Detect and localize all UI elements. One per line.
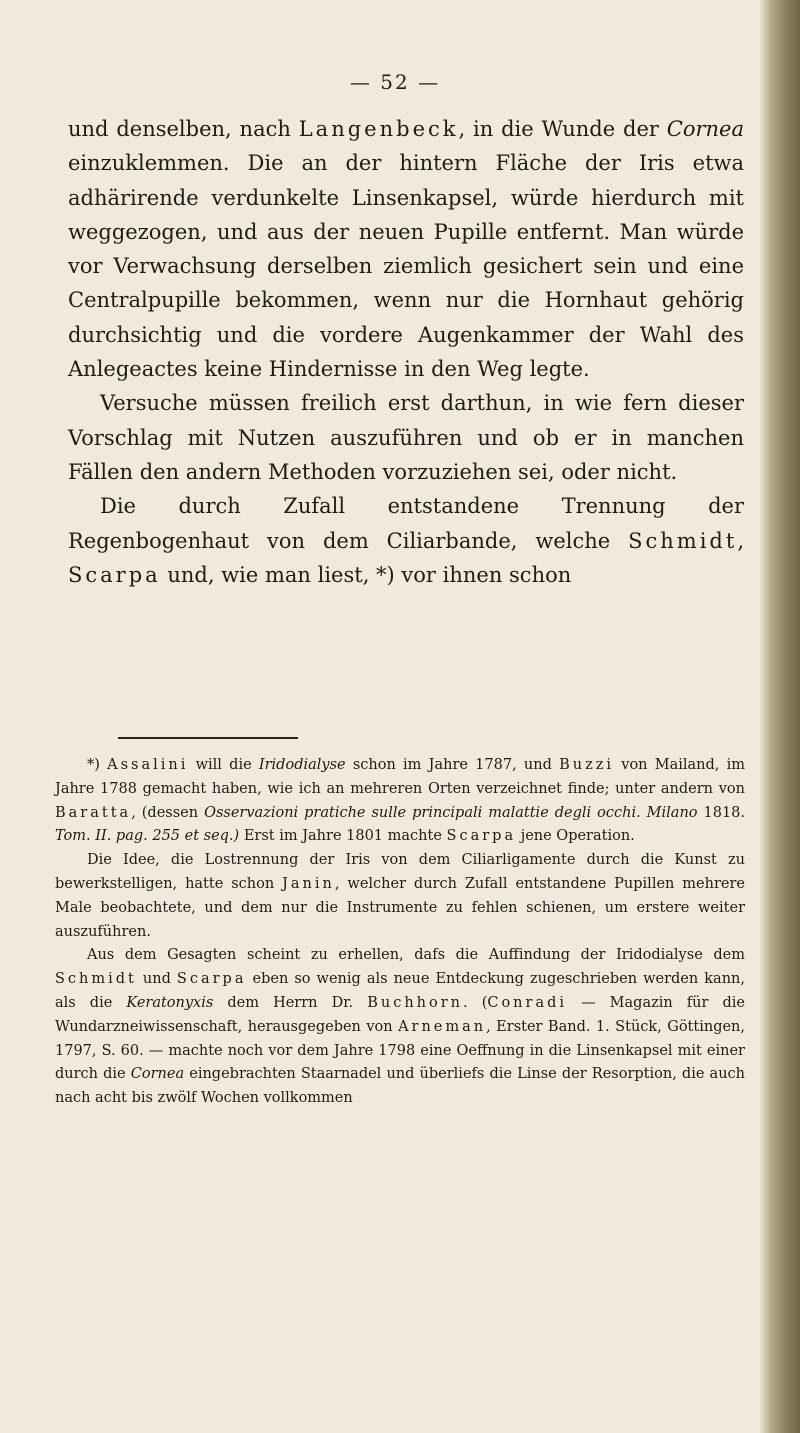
spaced-name-scarpa: Scarpa bbox=[176, 971, 247, 988]
text-run: und, wie man liest, *) vor ihnen schon bbox=[160, 562, 572, 587]
text-run: eben so wenig als neue Entdeckung zugeschrieben werden kann, als die bbox=[55, 971, 745, 1011]
text-run: Erst im Jahre 1801 machte bbox=[239, 828, 447, 845]
text-run: von Mailand, im Jahre 1788 gemacht haben, wie ich an mehreren Orten verzeichnet finde; unter andern von bbox=[55, 757, 745, 797]
spaced-name-schmidt: Schmidt bbox=[628, 528, 738, 553]
book-edge bbox=[760, 0, 800, 1433]
italic-citation: Tom. II. pag. 255 et seq.) bbox=[55, 828, 240, 845]
text-run: , in die Wunde der bbox=[458, 117, 667, 141]
spaced-name-schmidt: Schmidt bbox=[55, 971, 137, 988]
text-run: Die durch Zufall entstandene Trennung der Regenbogenhaut von dem Ciliarbande, welche bbox=[68, 494, 744, 553]
spaced-name-conradi: Conradi bbox=[487, 994, 568, 1011]
footnote-rule bbox=[118, 737, 298, 739]
text-run: , welcher durch Zufall entstandene Pupillen mehrere Male beobachtete, und dem nur die Instrumente zu fehlen schienen, um erstere weiter auszuführen. bbox=[55, 875, 745, 940]
italic-term-cornea: Cornea bbox=[666, 117, 744, 141]
text-run: dem Herrn Dr. bbox=[213, 994, 368, 1011]
spaced-name-baratta: Baratta bbox=[55, 804, 132, 821]
spaced-name-scarpa: Scarpa bbox=[68, 562, 161, 587]
text-run: , Erster Band. 1. Stück, Göttingen, 1797, S. 60. — machte noch vor dem Jahre 1798 eine Oeffnung in die Linsenkapsel mit einer durch die bbox=[55, 1018, 745, 1083]
page-number: — 52 — bbox=[349, 70, 441, 94]
text-run: — Magazin für die Wundarzneiwissenschaft, herausgegeben von bbox=[55, 994, 745, 1035]
italic-work-title: Osservazioni pratiche sulle principali malattie degli occhi. Milano bbox=[204, 804, 698, 821]
text-run: , bbox=[737, 528, 744, 553]
main-text bbox=[68, 112, 744, 592]
italic-term-cornea: Cornea bbox=[130, 1066, 185, 1083]
text-run: einzuklemmen. Die an der hintern Fläche der Iris etwa adhärirende verdunkelte Linsenkapsel, würde hierdurch mit weggezogen, und aus der neuen Pupille entfernt. Man würde vor Verwachsung derselben ziemlich gesichert sein und eine Centralpupille bekommen, wenn nur die Hornhaut gehörig durchsichtig und die vordere Augenkammer der Wahl des Anlegeactes keine Hindernisse in den Weg legte. bbox=[68, 151, 744, 382]
spaced-name-scarpa: Scarpa bbox=[446, 828, 517, 845]
footnote-3 bbox=[55, 944, 745, 1111]
text-run: jene Operation. bbox=[516, 828, 635, 845]
spaced-name-arneman: Arneman bbox=[398, 1018, 487, 1035]
footnotes bbox=[55, 754, 745, 1111]
spaced-name-langenbeck: Langenbeck bbox=[298, 117, 459, 141]
paragraph-3 bbox=[68, 489, 744, 592]
text-run: Die Idee, die Lostrennung der Iris von dem Ciliarligamente durch die Kunst zu bewerkstelligen, hatte schon bbox=[55, 852, 745, 892]
spaced-name-assalini: Assalini bbox=[107, 757, 189, 773]
text-run: will die bbox=[188, 757, 259, 773]
italic-term-keratonyxis: Keratonyxis bbox=[126, 994, 214, 1011]
text-run: . ( bbox=[463, 994, 488, 1011]
text-run: und bbox=[136, 971, 177, 988]
footnote-marker: *) bbox=[87, 757, 108, 773]
text-run: und denselben, nach bbox=[68, 117, 299, 141]
text-run: eingebrachten Staarnadel und überliefs die Linse der Resorption, die auch nach acht bis zwölf Wochen vollkommen bbox=[55, 1066, 746, 1107]
paragraph-2: Versuche müssen freilich erst darthun, in wie fern dieser Vorschlag mit Nutzen auszuführen und ob er in manchen Fällen den andern Methoden vorzuziehen sei, oder nicht. bbox=[68, 391, 744, 484]
spaced-name-buchhorn: Buchhorn bbox=[367, 994, 464, 1011]
italic-term-iridodialyse: Iridodialyse bbox=[258, 757, 346, 773]
text-run: , (dessen bbox=[131, 804, 205, 821]
text-run: 1818. bbox=[697, 804, 746, 821]
text-run: schon im Jahre 1787, und bbox=[345, 757, 560, 773]
footnote-2 bbox=[55, 849, 745, 944]
spaced-name-janin: Janin bbox=[282, 875, 335, 892]
text-run: Aus dem Gesagten scheint zu erhellen, dafs die Auffindung der Iridodialyse dem bbox=[87, 947, 745, 964]
paragraph-1 bbox=[68, 112, 744, 386]
spaced-name-buzzi: Buzzi bbox=[559, 757, 615, 773]
footnote-1 bbox=[55, 754, 745, 849]
